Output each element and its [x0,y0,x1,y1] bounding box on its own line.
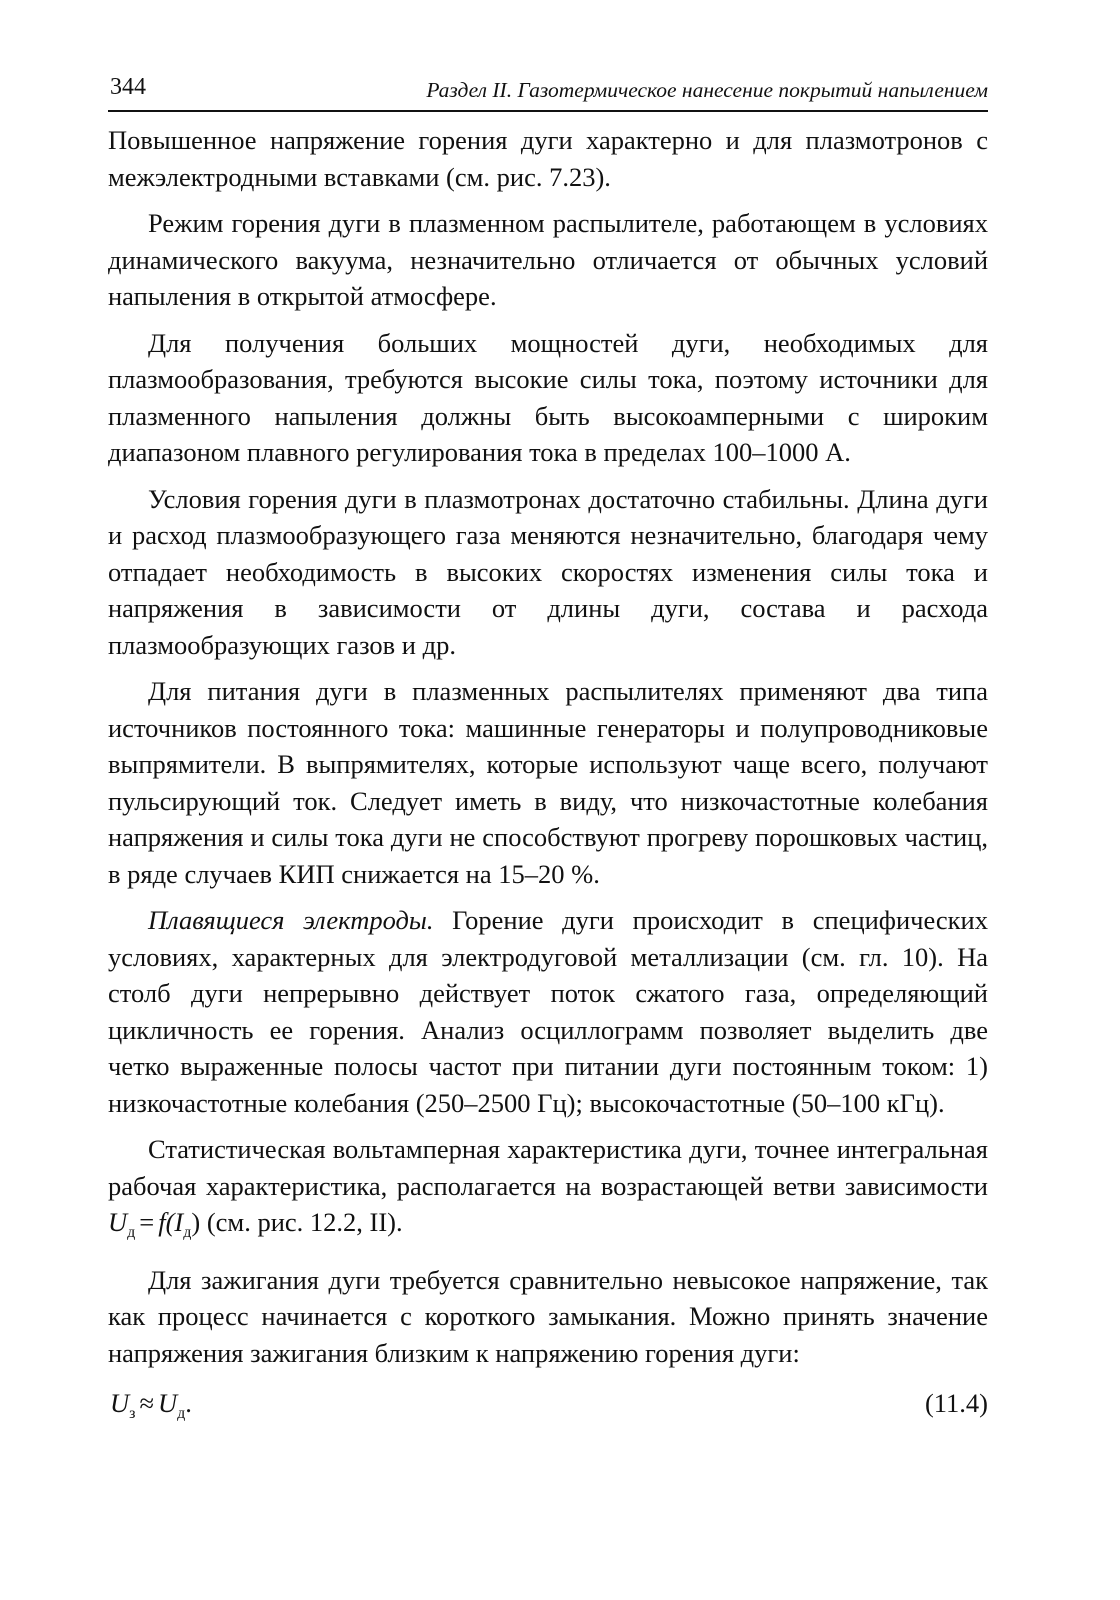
formula-subscript: д [127,1224,136,1241]
formula-subscript: д [183,1224,192,1241]
paragraph [108,902,988,1121]
paragraph-text: Условия горения дуги в плазмотронах достаточно стабильны. Длина дуги и расход плазмообразующего газа меняются незначительно, благодаря чему отпадает необходимость в высоких скоростях изменения силы тока и напряжения в зависимости от длины дуги, состава и расхода плазмообразующих газов и др. [108,483,988,660]
formula-subscript: д [177,1405,186,1422]
paragraph-text: Горение дуги происходит в специфических условиях, характерных для электродуговой металлизации (см. гл. 10). На столб дуги непрерывно действует поток сжатого газа, определяющий цикличность ее горения. Анализ осциллограмм позволяет выделить две четко выраженные полосы частот при питании дуги постоянным током: 1) низкочастотные колебания (250–2500 Гц); высокочастотные (50–100 кГц). [108,905,988,1118]
formula-var: U [158,1388,178,1418]
section-title: Раздел II. Газотермическое нанесение покрытий напылением [426,78,988,102]
paragraph [108,1131,988,1252]
italic-lead-term: Плавящиеся электроды. [148,905,434,935]
display-equation [108,1385,988,1433]
formula-subscript: з [129,1405,136,1422]
formula-paren: ) [191,1207,201,1237]
paragraph-text: Повышенное напряжение горения дуги характерно и для плазмотронов с межэлектродными вставками (см. рис. 7.23). [108,125,988,192]
book-page [108,70,988,1433]
inline-formula [108,1207,201,1241]
page-number: 344 [110,74,146,100]
paragraph-text: Для питания дуги в плазменных распылителях применяют два типа источников постоянного тока: машинные генераторы и полупроводниковые выпрямители. В выпрямителях, которые используют чаще всего, получают пульсирующий ток. Следует иметь в виду, что низкочастотные колебания напряжения и силы тока дуги не способствуют прогреву порошковых частиц, в ряде случаев КИП снижается на 15–20 %. [108,676,988,889]
formula-operator: = [139,1207,155,1237]
formula-function: f(I [158,1207,184,1237]
formula-var: U [110,1388,130,1418]
equation-number: (11.4) [924,1388,988,1418]
equation-body [110,1385,192,1433]
paragraph-text: Для получения больших мощностей дуги, необходимых для плазмообразования, требуются высокие силы тока, поэтому источники для плазменного напыления должны быть высокоамперными с широким диапазоном плавного регулирования тока в пределах 100–1000 А. [108,327,988,467]
paragraph [108,1262,988,1372]
running-header [108,70,988,112]
paragraph-text: Режим горения дуги в плазменном распылителе, работающем в условиях динамического вакуума, незначительно отличается от обычных условий напыления в открытой атмосфере. [108,208,988,311]
paragraph-text: Статистическая вольтамперная характеристика дуги, точнее интегральная рабочая характеристика, располагается на возрастающей ветви зависимости [108,1134,988,1201]
paragraph [108,122,988,195]
paragraph-text: Для зажигания дуги требуется сравнительно невысокое напряжение, так как процесс начинается с короткого замыкания. Можно принять значение напряжения зажигания близким к напряжению горения дуги: [108,1264,988,1368]
paragraph [108,673,988,892]
paragraph [108,205,988,315]
paragraph-text-tail: (см. рис. 12.2, II). [206,1207,403,1237]
paragraph [108,325,988,471]
body-text [108,122,988,1433]
formula-var: U [108,1207,128,1237]
formula-operator: ≈ [139,1388,155,1418]
paragraph [108,481,988,664]
formula-period: . [185,1388,192,1418]
